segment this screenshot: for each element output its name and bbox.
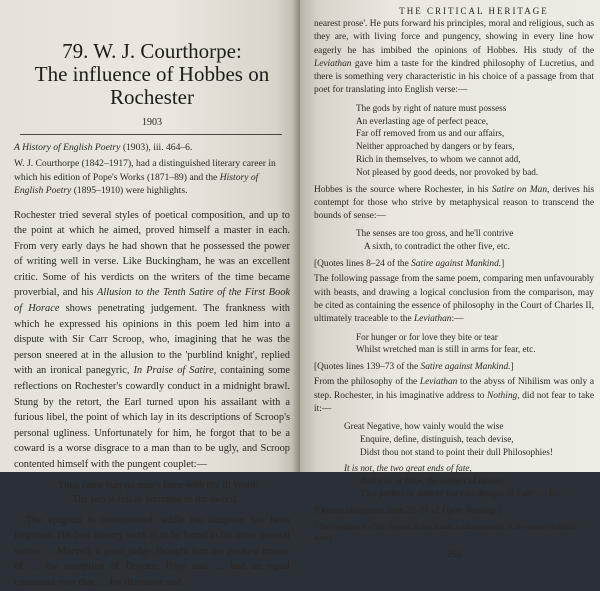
right-paragraph-1 xyxy=(314,18,594,98)
para1-text-c: , containing some reflections on Rochester's cowardly conduct in a midnight brawl. Stung by the retort, the Earl turned upon his assailant with a furious libel, the point of which lay in its descriptions of Scroop's personal ugliness. Unfortunately for him, he forgot that to be a coward is a worse disgrace to a man than to be ugly, and Scroop contented himself with the pungent couplet:— xyxy=(14,365,291,470)
rp2-text-a: Hobbes is the source where Rochester, in his xyxy=(314,184,492,195)
rp1-text-a: nearest prose'. He puts forward his principles, moral and religious, such as they are, with living force and pungency, showing in every line how eagerly he has imbibed the opinions of Hobbes. His study of the xyxy=(314,19,594,56)
verse-line: It is not, the two great ends of fate, xyxy=(344,462,472,473)
source-pages: (1903), iii. 464–6. xyxy=(120,142,193,153)
right-paragraph-3 xyxy=(314,273,594,326)
verse-line: Enquire, define, distinguish, teach devise, xyxy=(360,434,514,445)
verse-line: Rich in themselves, to whom we cannot add, xyxy=(356,153,521,164)
rp2-text-b: , derives his contempt for those who strive by metaphysical reason to transcend the bounds of sense:— xyxy=(314,184,595,222)
rp4-text-c: , did not fear to take it:— xyxy=(314,390,594,415)
verse-line: And true or false, the subject of debate, xyxy=(360,475,505,486)
verse-line: Far off removed from us and our affairs, xyxy=(356,128,505,139)
satire-on-man-verse xyxy=(356,227,594,253)
verse-line: Great Negative, how vainly would the wise xyxy=(344,421,504,432)
beasts-verse xyxy=(356,331,594,357)
bio-text-2: (1895–1910) were highlights. xyxy=(71,185,188,196)
footnote: ¹ The negligence of the rhymes in this stanza is characteristic of the writer. (Author's note.) xyxy=(314,522,578,542)
chapter-title xyxy=(14,40,290,109)
rp4-italic-1: Leviathan xyxy=(419,377,458,388)
running-header: THE CRITICAL HERITAGE xyxy=(399,6,549,16)
page-number: 265 xyxy=(446,549,462,561)
verse-line: Didst thou not stand to point their dull Philosophies! xyxy=(360,446,553,457)
quote2-text: [Quotes lines 139–73 of the xyxy=(314,362,421,373)
quote-note-1 xyxy=(314,258,594,271)
verse-line: Thou canst hurt no man's fame with thy ill Word: xyxy=(58,479,259,491)
quote3-text: [Quotes altogether lines 28–51 of xyxy=(314,506,442,517)
right-paragraph-4 xyxy=(314,376,594,416)
title-rule xyxy=(20,134,282,135)
quote1-text: [Quotes lines 8–24 of the xyxy=(314,259,412,270)
bio-italic: History of English Poetry xyxy=(14,171,259,196)
quote1-close: ] xyxy=(501,259,505,270)
verse-line: That perfect or destroy the vast designs of Fate¹. . . Etc. xyxy=(360,488,564,499)
quote1-italic: Satire against Mankind. xyxy=(411,259,502,270)
para1-text-a: Rochester tried several styles of poetical composition, and up to the point at which he aimed, proved himself a master in each. From very early days he had shown that he possessed the power of writing well in verse. Like Buckingham, he was an excellent critic. Some of his verdicts on the writers of the time became proverbial, and his xyxy=(14,209,290,299)
rp4-italic-2: Nothing xyxy=(487,390,518,401)
rp3-text-b: :— xyxy=(451,314,464,325)
quote2-close: ] xyxy=(510,362,514,373)
verse-line: Not pleased by good deeds, nor provoked by bad. xyxy=(356,166,539,177)
rp4-text-a: From the philosophy of the xyxy=(314,377,420,388)
lucretius-verse xyxy=(356,102,594,179)
verse-line: Neither approached by dangers or by fears, xyxy=(356,141,515,152)
upon-nothing-verse xyxy=(344,420,594,500)
para1-text-b: shows penetrating judgement. The frankness with which he expressed his opinions in this poem led him into a dispute with Sir Carr Scroop, who, imagining that he was the person sneered at in the allusion to the 'purblind knight', replied with an ironical panegyric, xyxy=(14,303,290,377)
para1-italic-1: Allusion to the Tenth Satire of the First Book of Horace xyxy=(14,287,291,315)
verse-line: Thy pen is full as harmless as thy sword. xyxy=(72,493,239,505)
chapter-title-line-1: 79. W. J. Courthorpe: xyxy=(62,39,242,63)
author-bio xyxy=(14,157,290,198)
rp4-text-b: to the abyss of Nihilism was only a step. Rochester, in his imaginative address to xyxy=(314,377,595,401)
rp3-text-a: The following passage from the same poem, comparing men unfavourably with beasts, and drawing a logical conclusion from the comparison, may be cited as containing the essence of philosophy in the Court of Charles II, ultimately traceable to the xyxy=(314,274,594,325)
quote-note-3 xyxy=(314,505,594,518)
quote-note-2 xyxy=(314,361,594,374)
rp2-italic: Satire on Man xyxy=(491,184,548,195)
rp1-text-b: gave him a taste for the kindred philosophy of Lucretius, and there is something very characteristic in his choice of a passage from that poet for translating into English verse:— xyxy=(314,58,594,96)
para1-italic-2: In Praise of Satire xyxy=(133,365,214,377)
chapter-year: 1903 xyxy=(142,117,162,128)
right-page xyxy=(300,0,600,561)
left-page xyxy=(0,0,300,588)
source-citation xyxy=(14,141,290,155)
verse-line: The senses are too gross, and he'll contrive xyxy=(356,228,514,239)
quote3-close: ] xyxy=(497,506,501,517)
verse-line: For hunger or for love they bite or tear xyxy=(356,331,498,342)
right-paragraph-2 xyxy=(314,184,594,224)
quote2-italic: Satire against Mankind. xyxy=(420,362,511,373)
verse-line: An everlasting age of perfect peace, xyxy=(356,115,489,126)
scroop-couplet xyxy=(58,479,290,507)
verse-line: A sixth, to contradict the other five, etc. xyxy=(364,241,510,252)
left-paragraph-2: The epigram is remembered, while the lampoon has been forgotten. His best literary work is to be found in his more general satires … Marvell, a good judge, thought him the greatest master of … the exception of Dryden, Pope and … had an equal command over that … for discourse and xyxy=(14,514,290,588)
bio-text-1: W. J. Courthorpe (1842–1917), had a distinguished literary career in which his edition of Pope's Works (1871–89) and the xyxy=(14,158,276,183)
left-paragraph-1 xyxy=(14,208,290,473)
quote3-italic: Upon Nothing. xyxy=(441,506,498,517)
source-title: A History of English Poetry xyxy=(14,142,121,153)
chapter-title-line-2: The influence of Hobbes on Rochester xyxy=(34,62,270,109)
verse-line: The gods by right of nature must possess xyxy=(356,102,507,113)
verse-line: Whilst wretched man is still in arms for fear, etc. xyxy=(356,344,536,355)
rp1-italic: Leviathan xyxy=(314,58,352,69)
rp3-italic: Leviathan xyxy=(413,314,452,325)
